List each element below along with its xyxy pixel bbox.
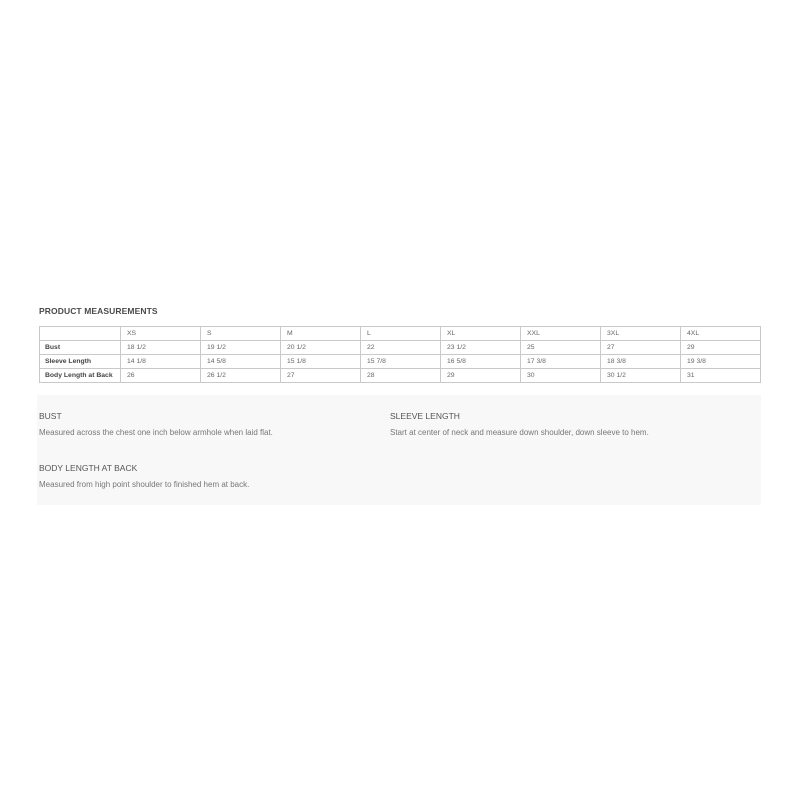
table-cell: 27 [281, 369, 361, 383]
table-cell: 30 [521, 369, 601, 383]
section-title: PRODUCT MEASUREMENTS [39, 306, 158, 316]
table-cell: 17 3/8 [521, 355, 601, 369]
size-header: L [361, 327, 441, 341]
table-cell: 29 [441, 369, 521, 383]
table-cell: 26 [121, 369, 201, 383]
table-cell: 22 [361, 341, 441, 355]
table-cell: 27 [601, 341, 681, 355]
table-cell: 16 5/8 [441, 355, 521, 369]
size-chart-table [39, 326, 761, 383]
table-cell: 14 5/8 [201, 355, 281, 369]
size-header: XL [441, 327, 521, 341]
table-cell: 19 1/2 [201, 341, 281, 355]
table-row [40, 355, 761, 369]
table-row [40, 341, 761, 355]
table-row [40, 369, 761, 383]
table-cell: 18 1/2 [121, 341, 201, 355]
size-header: 3XL [601, 327, 681, 341]
body-length-description: Measured from high point shoulder to finished hem at back. [39, 480, 250, 489]
table-cell: 28 [361, 369, 441, 383]
table-cell: 25 [521, 341, 601, 355]
row-label: Body Length at Back [40, 369, 121, 383]
body-length-title: BODY LENGTH AT BACK [39, 463, 138, 473]
table-cell: 19 3/8 [681, 355, 761, 369]
table-cell: 26 1/2 [201, 369, 281, 383]
row-label: Bust [40, 341, 121, 355]
table-cell: 29 [681, 341, 761, 355]
size-header: S [201, 327, 281, 341]
size-header: XS [121, 327, 201, 341]
bust-description: Measured across the chest one inch below armhole when laid flat. [39, 428, 273, 437]
sleeve-length-description: Start at center of neck and measure down shoulder, down sleeve to hem. [390, 428, 649, 437]
table-cell: 20 1/2 [281, 341, 361, 355]
size-header: 4XL [681, 327, 761, 341]
sleeve-length-title: SLEEVE LENGTH [390, 411, 460, 421]
size-header: XXL [521, 327, 601, 341]
table-cell: 31 [681, 369, 761, 383]
bust-title: BUST [39, 411, 62, 421]
table-cell: 23 1/2 [441, 341, 521, 355]
table-cell: 15 1/8 [281, 355, 361, 369]
table-cell: 15 7/8 [361, 355, 441, 369]
table-cell: 30 1/2 [601, 369, 681, 383]
row-label: Sleeve Length [40, 355, 121, 369]
table-corner-cell [40, 327, 121, 341]
table-header-row [40, 327, 761, 341]
table-cell: 14 1/8 [121, 355, 201, 369]
size-header: M [281, 327, 361, 341]
table-cell: 18 3/8 [601, 355, 681, 369]
